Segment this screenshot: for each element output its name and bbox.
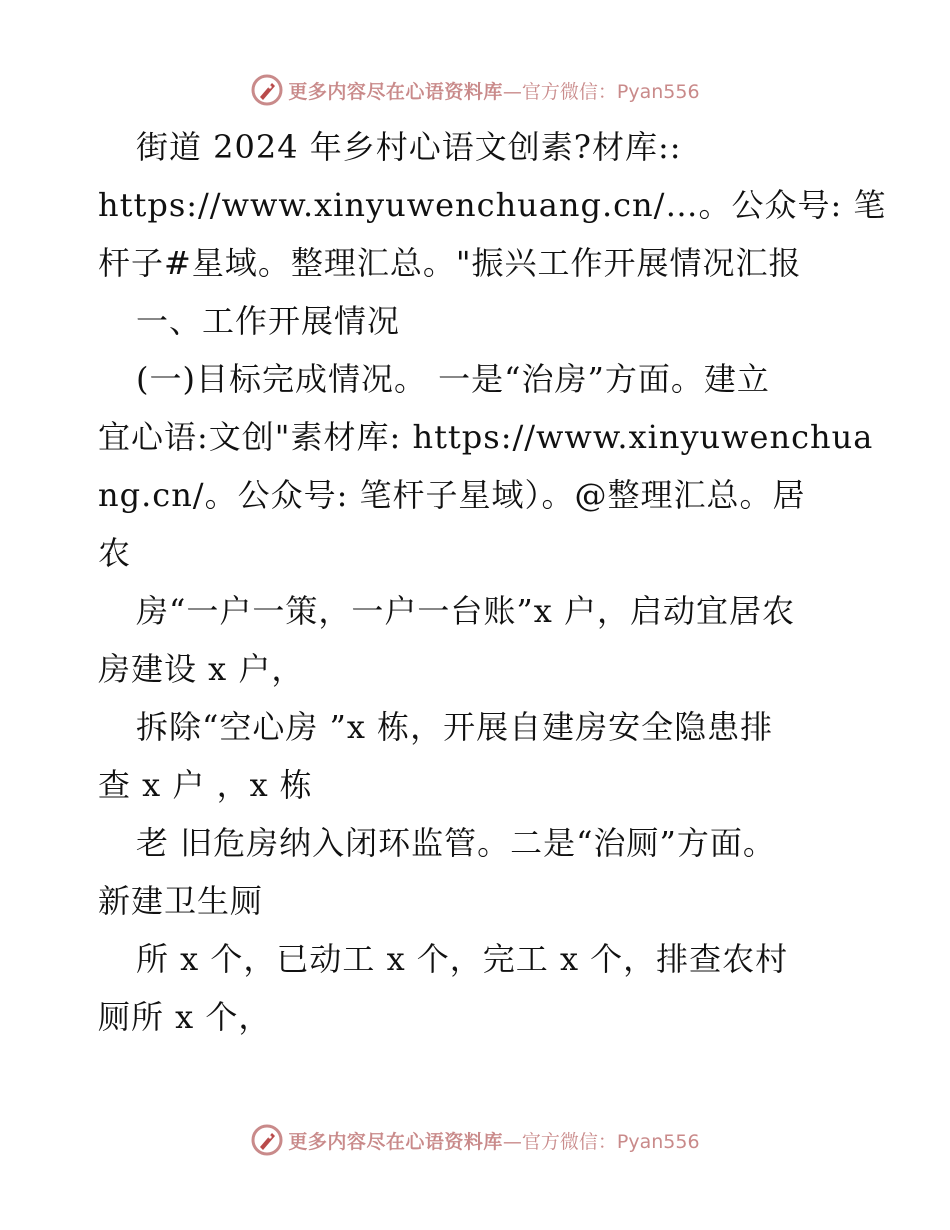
text-line-15: 所 x 个，已动工 x 个，完工 x 个，排查农村	[136, 940, 789, 978]
text-line-3: 杆子#星域。整理汇总。"振兴工作开展情况汇报	[98, 244, 802, 282]
text-line-9: 房“一户一策，一户一台账”x 户，启动宜居农	[136, 592, 795, 630]
text-line-7: ng.cn/。公众号: 笔杆子星域）。@整理汇总。居	[98, 476, 806, 514]
text-line-11: 拆除“空心房 ”x 栋，开展自建房安全隐患排	[136, 708, 774, 746]
text-line-13: 老 旧危房纳入闭环监管。二是“治厕”方面。	[136, 824, 776, 862]
footer-brand-text: 更多内容尽在心语资料库	[288, 1130, 503, 1153]
text-line-6: 宜心语:文创"素材库: https://www.xinyuwenchua	[98, 418, 874, 456]
text-line-1: 街道 2024 年乡村心语文创素?材库::	[136, 128, 682, 166]
text-line-12: 查 x 户 ，x 栋	[98, 766, 313, 804]
document-body	[98, 118, 887, 1046]
footer-contact-text: —官方微信：Pyan556	[502, 1130, 700, 1153]
watermark-footer	[0, 1120, 950, 1160]
pen-nib-logo-icon	[250, 1123, 284, 1157]
text-line-8: 农	[98, 534, 132, 572]
text-line-5: (一)目标完成情况。 一是“治房”方面。建立	[136, 360, 770, 398]
text-line-16: 厕所 x 个，	[98, 998, 272, 1036]
text-line-14: 新建卫生厕	[98, 882, 264, 920]
pen-nib-logo-icon	[250, 73, 284, 107]
section-heading: 一、工作开展情况	[136, 302, 401, 340]
text-line-10: 房建设 x 户，	[98, 650, 305, 688]
header-brand-text: 更多内容尽在心语资料库	[288, 80, 503, 103]
text-line-2: https://www.xinyuwenchuang.cn/…。公众号: 笔	[98, 186, 887, 224]
watermark-header	[0, 70, 950, 110]
header-contact-text: —官方微信：Pyan556	[502, 80, 700, 103]
